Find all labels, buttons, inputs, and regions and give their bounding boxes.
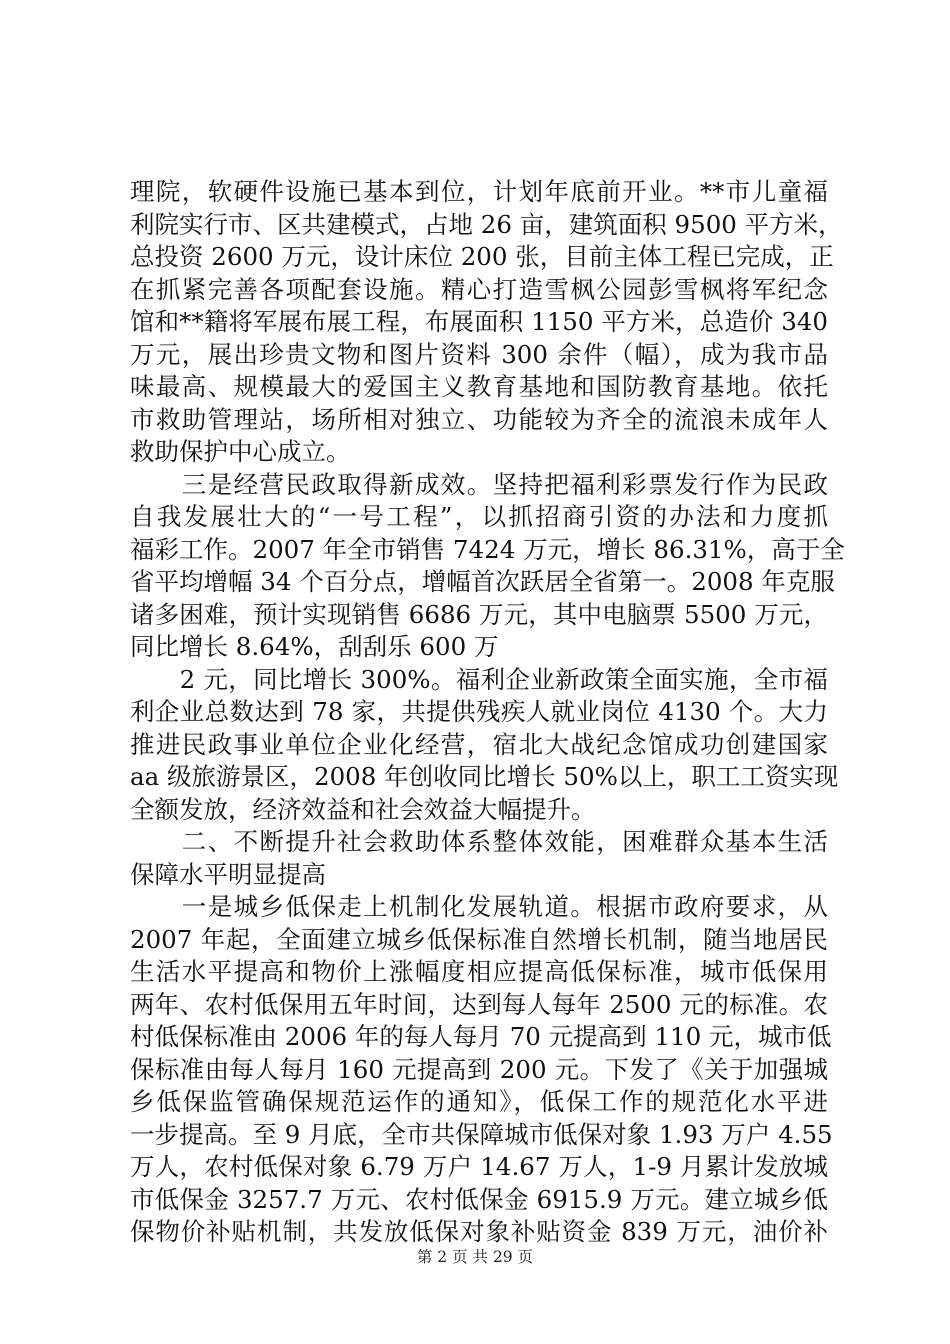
text-line: 市低保金 3257.7 万元、农村低保金 6915.9 万元。建立城乡低 bbox=[130, 1184, 828, 1214]
page-footer: 第 2 页 共 29 页 bbox=[416, 1248, 534, 1266]
text-line: 总投资 2600 万元，设计床位 200 张，目前主体工程已完成，正 bbox=[130, 242, 834, 271]
text-line: 救助保护中心成立。 bbox=[130, 437, 351, 466]
text-line: 利院实行市、区共建模式，占地 26 亩，建筑面积 9500 平方米， bbox=[130, 209, 843, 239]
text-line: 2 元，同比增长 300%。福利企业新政策全面实施，全市福 bbox=[130, 664, 828, 694]
text-line: 二、不断提升社会救助体系整体效能，困难群众基本生活 bbox=[130, 827, 828, 856]
text-line: 自我发展壮大的“一号工程”，以抓招商引资的办法和力度抓 bbox=[130, 502, 828, 531]
text-line: 三是经营民政取得新成效。坚持把福利彩票发行作为民政 bbox=[130, 469, 828, 499]
text-line: 保物价补贴机制，共发放低保对象补贴资金 839 万元，油价补 bbox=[130, 1217, 828, 1246]
text-line: 市救助管理站，场所相对独立、功能较为齐全的流浪未成年人 bbox=[130, 404, 828, 434]
text-line: 一步提高。至 9 月底，全市共保障城市低保对象 1.93 万户 4.55 bbox=[130, 1119, 833, 1149]
text-line: 同比增长 8.64%，刮刮乐 600 万 bbox=[130, 632, 499, 661]
text-line: 省平均增幅 34 个百分点，增幅首次跃居全省第一。2008 年克服 bbox=[130, 567, 835, 596]
text-line: 一是城乡低保走上机制化发展轨道。根据市政府要求，从 bbox=[130, 892, 828, 921]
text-line: 两年、农村低保用五年时间，达到每人每年 2500 元的标准。农 bbox=[130, 989, 828, 1019]
text-line: 福彩工作。2007 年全市销售 7424 万元，增长 86.31%，高于全 bbox=[130, 534, 845, 564]
text-line: 在抓紧完善各项配套设施。精心打造雪枫公园彭雪枫将军纪念 bbox=[130, 274, 828, 304]
text-line: 村低保标准由 2006 年的每人每月 70 元提高到 110 元，城市低 bbox=[130, 1022, 832, 1051]
text-line: 乡低保监管确保规范运作的通知》，低保工作的规范化水平进 bbox=[130, 1087, 828, 1116]
text-line: 诸多困难，预计实现销售 6686 万元，其中电脑票 5500 万元， bbox=[130, 599, 828, 629]
text-line: 保障水平明显提高 bbox=[130, 859, 326, 889]
text-line: 馆和**籍将军展布展工程，布展面积 1150 平方米，总造价 340 bbox=[130, 307, 828, 336]
body-text bbox=[130, 176, 845, 1249]
text-line: 利企业总数达到 78 家，共提供残疾人就业岗位 4130 个。大力 bbox=[130, 697, 828, 726]
text-line: aa 级旅游景区，2008 年创收同比增长 50%以上，职工工资实现 bbox=[130, 762, 839, 791]
text-line: 2007 年起，全面建立城乡低保标准自然增长机制，随当地居民 bbox=[130, 924, 828, 954]
text-line: 味最高、规模最大的爱国主义教育基地和国防教育基地。依托 bbox=[130, 372, 828, 401]
text-line: 万人，农村低保对象 6.79 万户 14.67 万人，1-9 月累计发放城 bbox=[130, 1152, 828, 1181]
text-line: 保标准由每人每月 160 元提高到 200 元。下发了《关于加强城 bbox=[130, 1054, 828, 1084]
text-line: 万元，展出珍贵文物和图片资料 300 余件（幅），成为我市品 bbox=[130, 339, 828, 369]
text-line: 理院，软硬件设施已基本到位，计划年底前开业。**市儿童福 bbox=[130, 177, 828, 206]
text-line: 推进民政事业单位企业化经营，宿北大战纪念馆成功创建国家 bbox=[130, 729, 828, 759]
text-line: 生活水平提高和物价上涨幅度相应提高低保标准，城市低保用 bbox=[130, 957, 828, 986]
text-line: 全额发放，经济效益和社会效益大幅提升。 bbox=[130, 794, 596, 824]
